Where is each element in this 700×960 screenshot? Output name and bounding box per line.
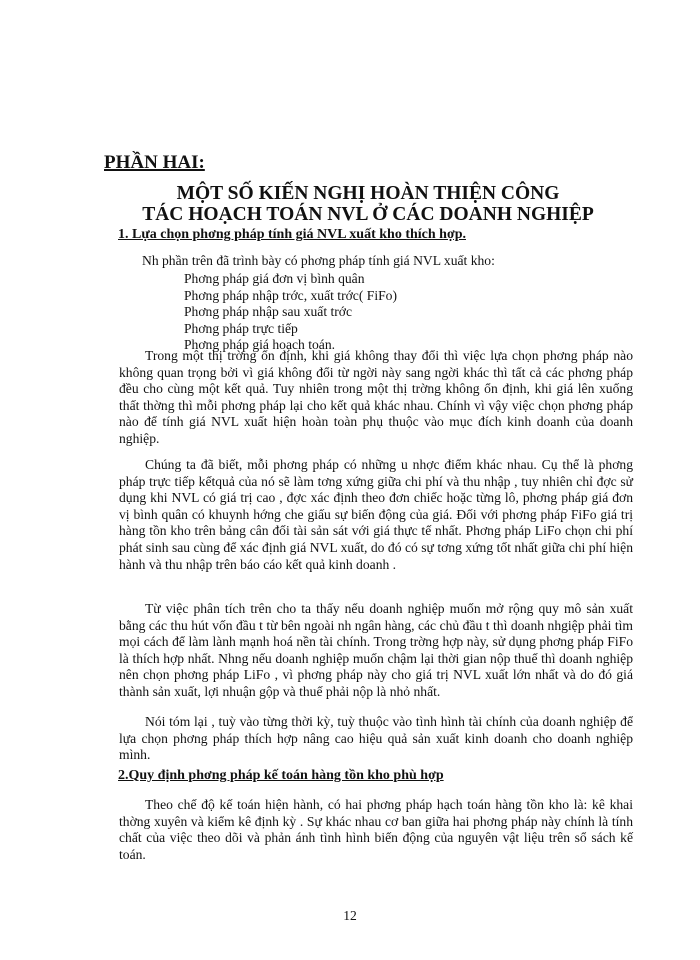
section-1-heading: 1. Lựa chọn phơng pháp tính giá NVL xuất kho thích hợp. <box>118 227 466 242</box>
paragraph: Trong một thị trờng ổn định, khi giá không thay đổi thì việc lựa chọn phơng pháp nào không quan trọng bởi vì giá không đổi từ ngời này sang ngời khác thì tất cả các phơng pháp đều cho cùng một kết quả. Tuy nhiên trong một thị trờng không ổn định, khi giá lên xuống thất thờng thì mỗi phơng pháp lại cho kết quả khác nhau. Chính vì vậy việc chọn phơng pháp nào để tính giá NVL xuất hiện hoàn toàn phụ thuộc vào mục đích kinh doanh của doanh nghiệp. <box>119 348 633 446</box>
method-list <box>184 271 397 354</box>
list-item: Phơng pháp giá hoạch toán. <box>184 337 336 352</box>
chapter-title <box>108 183 628 225</box>
list-item: Phơng pháp trực tiếp <box>184 320 298 336</box>
page-number: 12 <box>343 908 357 923</box>
paragraph: Từ việc phân tích trên cho ta thấy nếu doanh nghiệp muốn mở rộng quy mô sản xuất bằng các thu hút vốn đầu t từ bên ngoài nh ngân hàng, các chủ đầu t thì doanh nhgiệp phải tìm mọi cách để làm lành mạnh hoá nền tài chính. Trong trờng hợp này, sử dụng phơng pháp FiFo là thích hợp nhất. Nhng nếu doanh nghiệp muốn chậm lại thời gian nộp thuế thì doanh nghiệp nên chọn phơng pháp LiFo , vì phơng pháp này cho giá trị NVL xuất lớn nhất và do đó giá thành sản xuất, lợi nhuận gộp và thuế phải nộp là nhỏ nhất. <box>119 601 633 699</box>
part-heading: PHẦN HAI: <box>104 152 205 173</box>
list-item: Phơng pháp nhập sau xuất trớc <box>184 304 353 319</box>
section-2-heading: 2.Quy định phơng pháp kế toán hàng tồn kho phù hợp <box>118 768 444 783</box>
list-item: Phơng pháp nhập trớc, xuất trớc( FiFo) <box>184 287 397 303</box>
paragraph: Theo chế độ kế toán hiện hành, có hai phơng pháp hạch toán hàng tồn kho là: kê khai thờng xuyên và kiểm kê định kỳ . Sự khác nhau cơ ban giữa hai phơng pháp này chính là tính chất của việc theo dõi và phản ánh tình hình biến động của nguyên vật liệu trên sổ sách kế toán. <box>119 797 633 862</box>
list-item: Phơng pháp giá đơn vị bình quân <box>184 271 365 286</box>
paragraph: Chúng ta đã biết, mỗi phơng pháp có những u nhợc điểm khác nhau. Cụ thể là phơng pháp trực tiếp kếtquả của nó sẽ làm tơng xứng giữa chi phí và thu nhập , tuy nhiên chỉ đợc sử dụng khi NVL có giá trị cao , đợc xác định theo đơn chiếc hoặc từng lô, phơng pháp giá đơn vị bình quân có khuynh hớng che giấu sự biến động của giá. Đối với phơng pháp FiFo giá trị hàng tồn kho trên bảng cân đối tài sản sát với giá thực tế nhất. Phơng pháp LiFo chọn chi phí phát sinh sau cùng để xác định giá NVL xuất, do đó có sự tơng xứng tốt nhất giữa chi phí hiện hành và thu nhập trên báo cáo kết quả kinh doanh . <box>119 457 633 572</box>
section-1-intro: Nh phần trên đã trình bày có phơng pháp tính giá NVL xuất kho: <box>142 253 495 268</box>
chapter-title-line: TÁC HOẠCH TOÁN NVL Ở CÁC DOANH NGHIỆP <box>142 204 594 225</box>
chapter-title-line: MỘT SỐ KIẾN NGHỊ HOÀN THIỆN CÔNG <box>176 183 560 204</box>
paragraph: Nói tóm lại , tuỳ vào từng thời kỳ, tuỳ thuộc vào tình hình tài chính của doanh nghiệp để lựa chọn phơng pháp thích hợp nâng cao hiệu quả sản xuất kinh doanh cho doanh nghiệp mình. <box>119 714 633 763</box>
